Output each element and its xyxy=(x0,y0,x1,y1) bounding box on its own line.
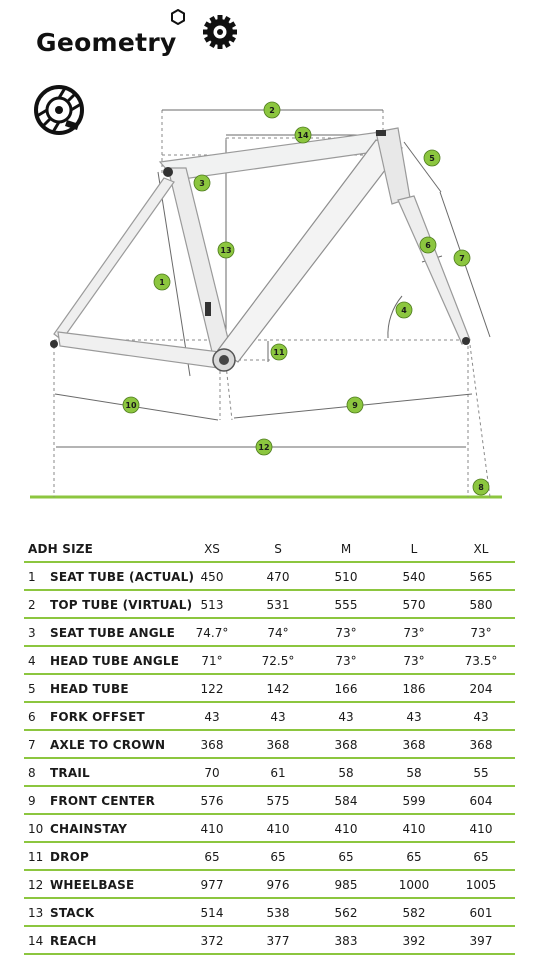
row-value: 73° xyxy=(335,654,357,668)
geometry-table xyxy=(24,536,515,955)
row-number: 14 xyxy=(28,934,44,948)
row-number: 10 xyxy=(28,822,44,836)
row-value: 383 xyxy=(334,934,358,948)
table-row xyxy=(24,675,515,703)
row-value: 599 xyxy=(402,794,426,808)
row-number: 13 xyxy=(28,906,44,920)
table-row xyxy=(24,563,515,591)
row-number: 1 xyxy=(28,570,36,584)
row-value: 1000 xyxy=(398,878,430,892)
size-l-header: L xyxy=(410,542,418,556)
row-value: 73.5° xyxy=(464,654,498,668)
row-number: 6 xyxy=(28,710,36,724)
callout-label: 8 xyxy=(478,483,484,492)
row-label: WHEELBASE xyxy=(50,878,135,892)
row-value: 65 xyxy=(204,850,220,864)
row-value: 43 xyxy=(270,710,286,724)
callout-label: 11 xyxy=(273,348,285,357)
row-value: 65 xyxy=(406,850,422,864)
row-label: SEAT TUBE ANGLE xyxy=(50,626,176,640)
row-value: 71° xyxy=(201,654,223,668)
row-number: 7 xyxy=(28,738,36,752)
row-value: 976 xyxy=(266,878,290,892)
row-value: 555 xyxy=(334,598,358,612)
callout-label: 2 xyxy=(269,106,275,115)
row-value: 531 xyxy=(266,598,290,612)
row-number: 4 xyxy=(28,654,36,668)
row-value: 410 xyxy=(334,822,358,836)
row-value: 73° xyxy=(403,654,425,668)
row-value: 61 xyxy=(270,766,286,780)
callout-label: 6 xyxy=(425,241,431,250)
table-row xyxy=(24,647,515,675)
callout-label: 4 xyxy=(401,306,407,315)
row-number: 5 xyxy=(28,682,36,696)
table-row xyxy=(24,843,515,871)
row-value: 1005 xyxy=(465,878,497,892)
row-value: 601 xyxy=(469,906,493,920)
row-value: 142 xyxy=(266,682,290,696)
disc-brake-icon xyxy=(33,84,85,136)
row-value: 166 xyxy=(334,682,358,696)
row-number: 8 xyxy=(28,766,36,780)
row-value: 410 xyxy=(266,822,290,836)
callout-label: 10 xyxy=(125,401,137,410)
row-value: 450 xyxy=(200,570,224,584)
bike-frame xyxy=(50,128,470,371)
row-value: 73° xyxy=(403,626,425,640)
table-row xyxy=(24,759,515,787)
row-label: TOP TUBE (VIRTUAL) xyxy=(50,598,193,612)
row-value: 70 xyxy=(204,766,220,780)
row-value: 43 xyxy=(204,710,220,724)
row-value: 397 xyxy=(469,934,493,948)
size-xs-header: XS xyxy=(204,542,220,556)
row-value: 368 xyxy=(402,738,426,752)
row-value: 73° xyxy=(470,626,492,640)
row-label: HEAD TUBE xyxy=(50,682,129,696)
row-value: 72.5° xyxy=(261,654,295,668)
row-value: 582 xyxy=(402,906,426,920)
row-value: 410 xyxy=(469,822,493,836)
row-value: 576 xyxy=(200,794,224,808)
row-value: 58 xyxy=(406,766,422,780)
row-value: 65 xyxy=(270,850,286,864)
row-value: 540 xyxy=(402,570,426,584)
table-row xyxy=(24,731,515,759)
size-s-header: S xyxy=(274,542,282,556)
row-value: 368 xyxy=(469,738,493,752)
row-value: 570 xyxy=(402,598,426,612)
callout-label: 14 xyxy=(297,131,309,140)
row-label: STACK xyxy=(50,906,95,920)
row-label: AXLE TO CROWN xyxy=(50,738,166,752)
table-header-row xyxy=(24,536,515,563)
callout-label: 9 xyxy=(352,401,358,410)
size-xl-header: XL xyxy=(473,542,489,556)
row-value: 514 xyxy=(200,906,224,920)
row-value: 73° xyxy=(335,626,357,640)
size-m-header: M xyxy=(340,542,352,556)
row-number: 3 xyxy=(28,626,36,640)
row-value: 392 xyxy=(402,934,426,948)
row-label: REACH xyxy=(50,934,97,948)
page-title: Geometry xyxy=(36,28,177,57)
row-value: 204 xyxy=(469,682,493,696)
row-value: 584 xyxy=(334,794,358,808)
row-number: 11 xyxy=(28,850,44,864)
row-value: 65 xyxy=(338,850,354,864)
row-value: 580 xyxy=(469,598,493,612)
row-value: 977 xyxy=(200,878,224,892)
row-value: 186 xyxy=(402,682,426,696)
row-value: 74.7° xyxy=(195,626,229,640)
callout-label: 5 xyxy=(429,154,435,163)
row-value: 985 xyxy=(334,878,358,892)
row-value: 575 xyxy=(266,794,290,808)
row-value: 410 xyxy=(200,822,224,836)
row-value: 565 xyxy=(469,570,493,584)
table-row xyxy=(24,591,515,619)
row-label: FORK OFFSET xyxy=(50,710,145,724)
row-value: 58 xyxy=(338,766,354,780)
row-value: 604 xyxy=(469,794,493,808)
table-row xyxy=(24,871,515,899)
table-row xyxy=(24,899,515,927)
callout-label: 13 xyxy=(220,246,232,255)
table-row xyxy=(24,703,515,731)
row-number: 12 xyxy=(28,878,44,892)
table-row xyxy=(24,815,515,843)
row-value: 55 xyxy=(473,766,489,780)
row-number: 9 xyxy=(28,794,36,808)
row-value: 65 xyxy=(473,850,489,864)
row-value: 372 xyxy=(200,934,224,948)
row-value: 368 xyxy=(200,738,224,752)
callout-label: 7 xyxy=(459,254,465,263)
row-label: FRONT CENTER xyxy=(50,794,156,808)
row-value: 368 xyxy=(266,738,290,752)
row-value: 368 xyxy=(334,738,358,752)
table-row xyxy=(24,787,515,815)
row-value: 513 xyxy=(200,598,224,612)
row-value: 377 xyxy=(266,934,290,948)
callout-label: 3 xyxy=(199,179,205,188)
row-value: 510 xyxy=(334,570,358,584)
row-value: 410 xyxy=(402,822,426,836)
callout-label: 12 xyxy=(258,443,270,452)
size-header-label: ADH SIZE xyxy=(28,542,94,556)
table-row xyxy=(24,619,515,647)
row-label: HEAD TUBE ANGLE xyxy=(50,654,180,668)
row-label: SEAT TUBE (ACTUAL) xyxy=(50,570,195,584)
row-value: 562 xyxy=(334,906,358,920)
row-value: 122 xyxy=(200,682,224,696)
row-value: 43 xyxy=(406,710,422,724)
row-value: 43 xyxy=(473,710,489,724)
row-value: 43 xyxy=(338,710,354,724)
row-label: CHAINSTAY xyxy=(50,822,128,836)
chainring-icon xyxy=(200,12,240,52)
row-value: 538 xyxy=(266,906,290,920)
row-label: DROP xyxy=(50,850,89,864)
callout-label: 1 xyxy=(159,278,165,287)
row-label: TRAIL xyxy=(50,766,90,780)
row-value: 470 xyxy=(266,570,290,584)
bolt-icon xyxy=(170,9,186,25)
row-number: 2 xyxy=(28,598,36,612)
row-value: 74° xyxy=(267,626,289,640)
